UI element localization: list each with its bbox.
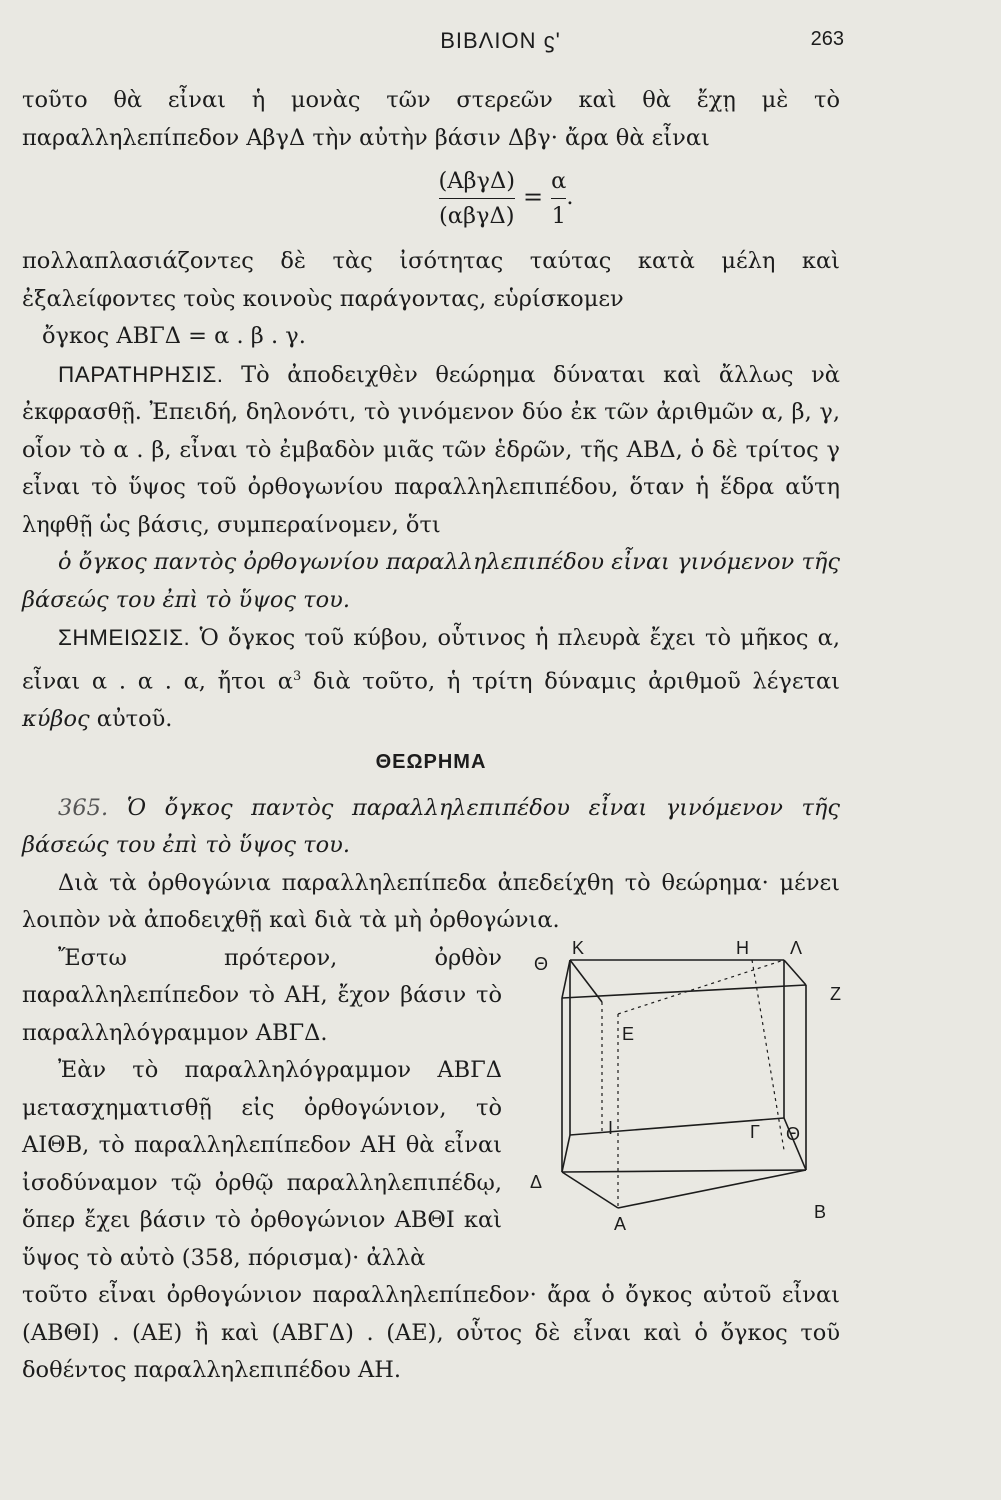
- edge-delta-i: [562, 1135, 570, 1172]
- label-e: Ε: [622, 1023, 635, 1044]
- theorem-number: 365.: [58, 794, 109, 821]
- remark-label: ΠΑΡΑΤΗΡΗΣΙΣ.: [58, 361, 224, 387]
- edge-l-z: [784, 960, 806, 985]
- figure-wrap-block: [22, 940, 840, 1278]
- label-theta-top: Θ: [534, 953, 549, 974]
- note-exponent: 3: [292, 668, 302, 684]
- right-fraction: [551, 164, 566, 233]
- note-label: ΣΗΜΕΙΩΣΙΣ.: [58, 625, 191, 650]
- fraction-period: .: [566, 184, 574, 211]
- page-header: [0, 28, 1001, 58]
- right-numerator: α: [551, 167, 567, 194]
- paragraph-4: Ἔστω πρότερον, ὀρθὸν παραλληλεπίπεδον τὸ ΑΗ, ἔχον βάσιν τὸ παραλληλόγραμμον ΑΒΓΔ.: [22, 944, 502, 1046]
- label-a: Α: [614, 1213, 627, 1234]
- note-paragraph: [22, 619, 840, 738]
- fraction-equation: [172, 159, 840, 237]
- wrapped-text: [22, 940, 502, 1278]
- theorem-text: Ὁ ὄγκος παντὸς παραλληλεπιπέδου εἶναι γινόμενον τῆς βάσεώς του ἐπὶ τὸ ὕψος του.: [22, 794, 841, 858]
- theorem-statement: [22, 790, 840, 865]
- remark-conclusion: ὁ ὄγκος παντὸς ὀρθογωνίου παραλληλεπιπέδου εἶναι γινόμενον τῆς βάσεώς του ἐπὶ τὸ ὕψος του.: [22, 549, 840, 613]
- paragraph-5: Ἐὰν τὸ παραλληλόγραμμον ΑΒΓΔ μετασχηματισθῇ εἰς ὀρθογώνιον, τὸ ΑΙΘΒ, τὸ παραλληλεπίπεδον ΑΗ θὰ εἶναι ἰσοδύναμον τῷ ὀρθῷ παραλληλεπιπέδῳ, ὅπερ ἔχει βάσιν τὸ ὀρθογώνιον ΑΒΘΙ καὶ ὕψος τὸ αὐτὸ (358, πόρισμα)· ἀλλὰ: [22, 1057, 502, 1271]
- parallelepiped-diagram: [522, 940, 842, 1240]
- paragraph-6: τοῦτο εἶναι ὀρθογώνιον παραλληλεπίπεδον· ἄρα ὁ ὄγκος αὐτοῦ εἶναι (ΑΒΘΙ) . (ΑΕ) ἢ καὶ (ΑΒΓΔ) . (ΑΕ), οὗτος δὲ εἶναι καὶ ὁ ὄγκος τοῦ δοθέντος παραλληλεπιπέδου ΑΗ.: [22, 1282, 840, 1383]
- label-delta: Δ: [530, 1171, 543, 1192]
- label-b: B: [814, 1201, 827, 1222]
- note-text-1: Ὁ ὄγκος τοῦ κύβου, οὗτινος ἡ πλευρὰ ἔχει τὸ μῆκος α, εἶναι α . α . α, ἤτοι α: [22, 625, 840, 694]
- label-z: Z: [830, 983, 841, 1004]
- label-k: Κ: [572, 939, 585, 958]
- paragraph-1: τοῦτο θὰ εἶναι ἡ μονὰς τῶν στερεῶν καὶ θὰ ἔχῃ μὲ τὸ παραλληλεπίπεδον ΑβγΔ τὴν αὐτὴν βάσιν Δβγ· ἄρα θὰ εἶναι: [22, 87, 840, 151]
- edge-e-z: [562, 985, 806, 998]
- edge-k-theta-slant: [570, 960, 602, 1002]
- left-fraction: [439, 164, 516, 233]
- label-h: Η: [736, 939, 749, 958]
- parallelepiped-figure: [522, 940, 842, 1240]
- label-lambda-top: Λ: [790, 939, 803, 958]
- edge-delta-b: [562, 1170, 806, 1172]
- remark-text: Τὸ ἀποδειχθὲν θεώρημα δύναται καὶ ἄλλως νὰ ἐκφρασθῇ. Ἐπειδή, δηλονότι, τὸ γινόμενον δύο ἐκ τῶν ἀριθμῶν α, β, γ, οἷον τὸ α . β, εἶναι τὸ ἐμβαδὸν μιᾶς τῶν ἑδρῶν, τῆς ΑΒΔ, ὁ δὲ τρίτος γ εἶναι τὸ ὕψος τοῦ ὀρθογωνίου παραλληλεπιπέδου, ὅταν ἡ ἕδρα αὕτη ληφθῇ ὡς βάσις, συμπεραίνομεν, ὅτι: [22, 361, 841, 538]
- left-numerator: (ΑβγΔ): [438, 167, 516, 194]
- label-gamma: Γ: [750, 1121, 760, 1142]
- paragraph-2: πολλαπλασιάζοντες δὲ τὰς ἰσότητας ταύτας κατὰ μέλη καὶ ἐξαλείφοντες τοὺς κοινοὺς παράγοντας, εὑρίσκομεν: [22, 248, 840, 312]
- right-denominator: 1: [551, 202, 566, 229]
- paragraph-3: Διὰ τὰ ὀρθογώνια παραλληλεπίπεδα ἀπεδείχθη τὸ θεώρημα· μένει λοιπὸν νὰ ἀποδειχθῇ καὶ διὰ τὰ μὴ ὀρθογώνια.: [22, 869, 840, 933]
- running-head: ΒΙΒΛΙΟΝ ϛ': [440, 28, 561, 53]
- edge-delta-a: [562, 1172, 618, 1208]
- note-text-3: αὐτοῦ.: [89, 705, 173, 732]
- remark-paragraph: [22, 356, 840, 545]
- label-i: Ι: [608, 1117, 614, 1138]
- equals-sign: =: [523, 183, 544, 212]
- note-text-2: διὰ τοῦτο, ἡ τρίτη δύναμις ἀριθμοῦ λέγεται: [301, 668, 840, 694]
- volume-formula: ὄγκος ΑΒΓΔ = α . β . γ.: [42, 323, 306, 349]
- page-number: 263: [810, 28, 844, 50]
- edge-k-e: [562, 960, 570, 998]
- edge-a-b: [618, 1170, 806, 1208]
- theorem-heading: ΘΕΩΡΗΜΑ: [375, 751, 487, 773]
- note-italic-term: κύβος: [22, 705, 90, 732]
- left-denominator: (αβγΔ): [439, 202, 515, 229]
- page-body: [22, 82, 840, 1390]
- label-theta-bottom: Θ: [786, 1123, 801, 1144]
